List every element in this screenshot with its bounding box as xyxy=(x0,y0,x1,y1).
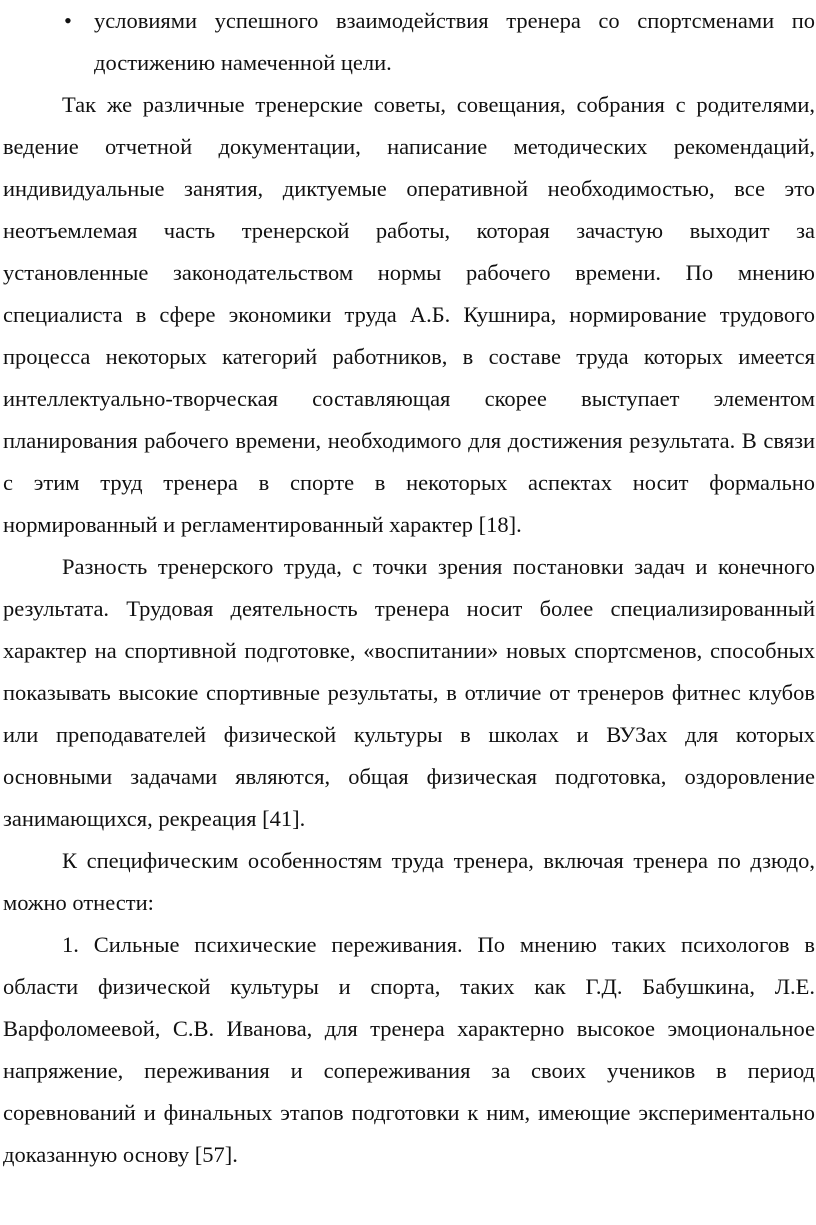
paragraph-trainer-labor-difference: Разность тренерского труда, с точки зрения постановки задач и конечного результата. Трудовая деятельность тренера носит более специализированный характер на спортивной подготовке, «воспитании» новых спортсменов, способных показывать высокие спортивные результаты, в отличие от тренеров фитнес клубов или преподавателей физической культуры в школах и ВУЗах для которых основными задачами являются, общая физическая подготовка, оздоровление занимающихся, рекреация [41]. xyxy=(3,554,815,831)
bullet-list-item xyxy=(3,0,815,84)
bullet-icon: • xyxy=(64,8,72,33)
paragraph-psychological-stress: 1. Сильные психические переживания. По мнению таких психологов в области физической культуры и спорта, таких как Г.Д. Бабушкина, Л.Е. Варфоломеевой, С.В. Иванова, для тренера характерно высокое эмоциональное напряжение, переживания и сопереживания за своих учеников в период соревнований и финальных этапов подготовки к ним, имеющие экспериментально доказанную основу [57]. xyxy=(3,932,815,1167)
bullet-item-text: условиями успешного взаимодействия тренера со спортсменами по достижению намеченной цели. xyxy=(94,8,815,75)
paragraph-specific-features-intro: К специфическим особенностям труда тренера, включая тренера по дзюдо, можно отнести: xyxy=(3,848,815,915)
paragraph-trainer-workload: Так же различные тренерские советы, совещания, собрания с родителями, ведение отчетной документации, написание методических рекомендаций, индивидуальные занятия, диктуемые оперативной необходимостью, все это неотъемлемая часть тренерской работы, которая зачастую выходит за установленные законодательством нормы рабочего времени. По мнению специалиста в сфере экономики труда А.Б. Кушнира, нормирование трудового процесса некоторых категорий работников, в составе труда которых имеется интеллектуально-творческая составляющая скорее выступает элементом планирования рабочего времени, необходимого для достижения результата. В связи с этим труд тренера в спорте в некоторых аспектах носит формально нормированный и регламентированный характер [18]. xyxy=(3,92,815,537)
